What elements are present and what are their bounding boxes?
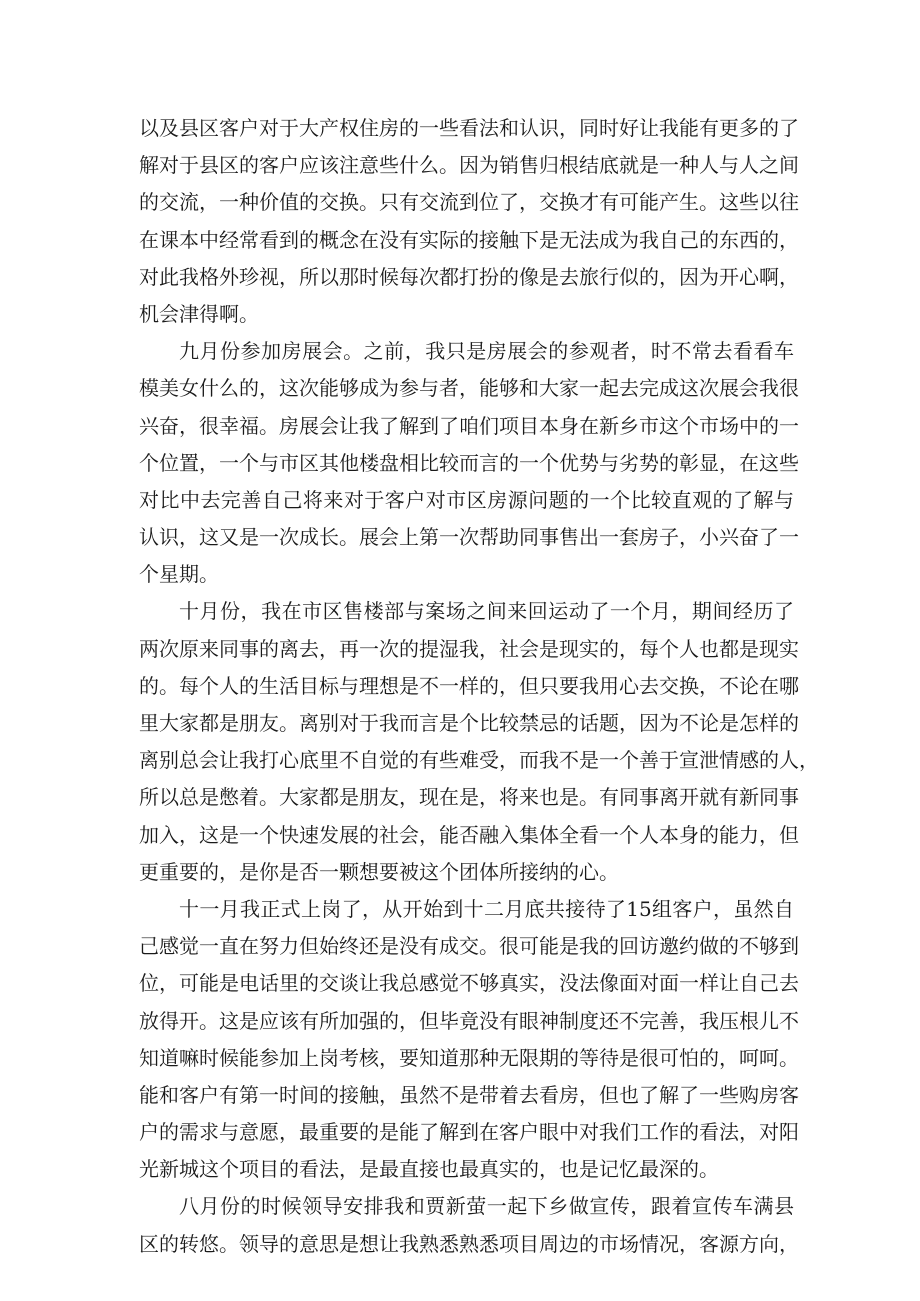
text-line: 八月份的时候领导安排我和贾新萤一起下乡做宣传，跟着宣传车满县 [179,1194,794,1219]
text-line: 解对于县区的客户应该注意些什么。因为销售归根结底就是一种人与人之间 [139,153,799,178]
text-line: 里大家都是朋友。离别对于我而言是个比较禁忌的话题，因为不论是怎样的 [139,711,799,735]
text-line: 两次原来同事的离去，再一次的提湿我，社会是现实的，每个人也都是现实 [139,636,799,661]
text-line: 模美女什么的，这次能够成为参与者，能够和大家一起去完成这次展会我很 [139,376,799,401]
text-line: 知道嘛时候能参加上岗考核，要知道那种无限期的等待是很可怕的，呵呵。 [139,1045,799,1070]
text-line: 以及县区客户对于大产权住房的一些看法和认识，同时好让我能有更多的了 [139,116,799,140]
text-line: 十月份，我在市区售楼部与案场之间来回运动了一个月，期间经历了 [179,599,794,624]
text-line: 位，可能是电话里的交谈让我总感觉不够真实，没法像面对面一样让自己去 [139,971,799,996]
text-line: 所以总是憋着。大家都是朋友，现在是，将来也是。有同事离开就有新同事 [139,785,799,810]
text-line: 区的转悠。领导的意思是想让我熟悉熟悉项目周边的市场情况，客源方向， [139,1231,799,1256]
text-line: 更重要的，是你是否一颗想要被这个团体所接纳的心。 [139,859,619,884]
text-line: 个位置，一个与市区其他楼盘相比较而言的一个优势与劣势的彰显，在这些 [139,450,799,475]
text-line: 己感觉一直在努力但始终还是没有成交。很可能是我的回访邀约做的不够到 [139,934,799,959]
text-line: 的。每个人的生活目标与理想是不一样的，但只要我用心去交换，不论在哪 [139,673,799,698]
text-line: 户的需求与意愿，最重要的是能了解到在客户眼中对我们工作的看法，对阳 [139,1120,799,1145]
text-line: 九月份参加房展会。之前，我只是房展会的参观者，时不常去看看车 [179,339,794,364]
text-line: 十一月我正式上岗了，从开始到十二月底共接待了15组客户，虽然自 [179,896,794,921]
text-line: 机会津得啊。 [139,301,259,326]
text-line: 能和客户有第一时间的接触，虽然不是带着去看房，但也了解了一些购房客 [139,1082,799,1107]
text-line: 光新城这个项目的看法，是最直接也最真实的，也是记忆最深的。 [139,1157,719,1182]
text-line: 个星期。 [139,562,219,587]
text-line: 对此我格外珍视，所以那时候每次都打扮的像是去旅行似的，因为开心啊， [139,264,799,289]
text-line: 认识，这又是一次成长。展会上第一次帮助同事售出一套房子，小兴奋了一 [139,525,799,550]
text-line: 对比中去完善自己将来对于客户对市区房源问题的一个比较直观的了解与 [139,487,794,512]
document-body [139,110,819,1263]
text-line: 兴奋，很幸福。房展会让我了解到了咱们项目本身在新乡市这个市场中的一 [139,413,799,438]
text-line: 离别总会让我打心底里不自觉的有些难受，而我不是一个善于宣泄情感的人， [139,748,819,773]
text-line: 放得开。这是应该有所加强的，但毕竟没有眼神制度还不完善，我压根儿不 [139,1008,799,1033]
text-line: 在课本中经常看到的概念在没有实际的接触下是无法成为我自己的东西的， [139,227,799,252]
text-line: 的交流，一种价值的交换。只有交流到位了，交换才有可能产生。这些以往 [139,190,799,215]
text-line: 加入，这是一个快速发展的社会，能否融入集体全看一个人本身的能力，但 [139,822,799,847]
